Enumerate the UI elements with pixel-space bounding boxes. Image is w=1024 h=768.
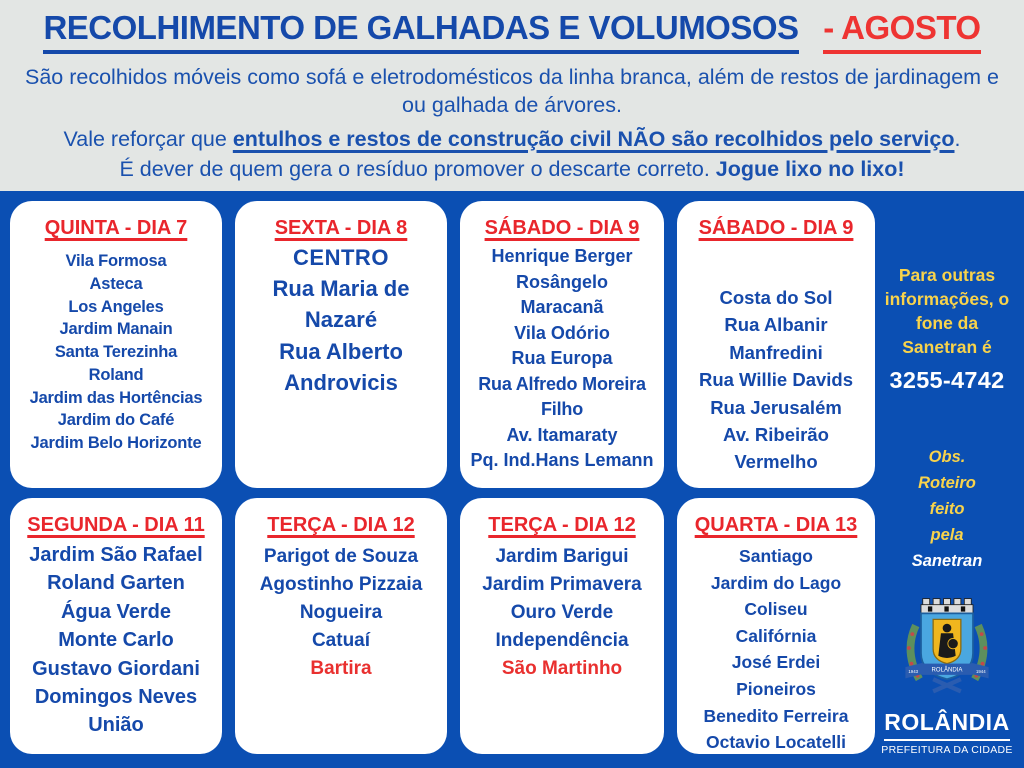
card-items-list [241,543,441,684]
neighborhood-item: Rua Europa [511,348,613,369]
intro-line-3-prefix: É dever de quem gera o resíduo promover o descarte correto. [119,157,716,182]
sidebar [875,201,1019,756]
neighborhood-item: Vila Formosa [65,252,167,270]
neighborhood-item: Jardim São Rafael [29,544,203,566]
card-day-title: SÁBADO - DIA 9 [484,217,640,239]
neighborhood-item: Coliseu [744,599,808,620]
neighborhood-item: Jardim do Lago [710,572,842,593]
neighborhood-item: Jardim das Hortências [29,388,203,407]
intro-line-3 [0,155,1024,183]
schedule-cards-grid [10,201,875,756]
poster-header [0,0,1024,191]
card-items-list [466,244,658,474]
intro-line-2-prefix: Vale reforçar que [63,126,233,151]
card-items-list [683,284,869,476]
schedule-card [10,498,222,754]
neighborhood-item: São Martinho [501,658,623,680]
sidebar-note-sanetran: Sanetran [911,551,983,570]
neighborhood-item: Los Angeles [68,297,164,316]
svg-text:ROLÂNDIA: ROLÂNDIA [931,667,963,674]
neighborhood-item: Monte Carlo [58,629,174,652]
intro-line-2 [0,125,1024,153]
neighborhood-item: Costa do Sol [719,287,833,308]
sidebar-note-line: Roteiro [918,473,976,492]
city-name: ROLÂNDIA [884,709,1009,741]
neighborhood-item: Jardim Manain [59,320,173,339]
schedule-card [10,201,222,488]
neighborhood-item: Maracanã [520,297,604,318]
page-title [0,9,1024,54]
schedule-card [460,498,664,754]
card-items-list [241,242,441,398]
card-day-title: SEGUNDA - DIA 11 [27,514,205,536]
card-items-list [466,543,658,684]
main-content [0,191,1024,756]
neighborhood-item: Bartira [310,658,372,680]
intro-line-2-emphasis: entulhos e restos de construção civil NÃO são recolhidos pelo serviço [232,126,955,151]
page-title-month: - AGOSTO [823,9,980,54]
neighborhood-item: Av. Itamaraty [506,424,618,445]
card-day-title: QUARTA - DIA 13 [694,514,858,536]
neighborhood-item: Domingos Neves [34,685,198,708]
neighborhood-item: Av. Ribeirão Vermelho [723,423,829,473]
sidebar-note-line: Obs. [928,447,966,466]
neighborhood-item: Benedito Ferreira [703,705,849,726]
sidebar-note-line: feito [929,499,965,518]
neighborhood-item: Gustavo Giordani [32,657,200,680]
card-items-list [16,250,216,455]
neighborhood-item: Parigot de Souza [263,546,419,567]
neighborhood-item: Ouro Verde [510,602,614,624]
neighborhood-item: União [88,714,144,737]
neighborhood-item: Independência [495,630,629,652]
city-subtitle: PREFEITURA DA CIDADE [881,743,1013,756]
intro-line-1: São recolhidos móveis como sofá e eletrodomésticos da linha branca, além de restos de jardinagem e ou galhada de árvores. [25,64,999,118]
neighborhood-item: Pioneiros [736,678,816,699]
neighborhood-item: Rua Willie Davids [698,369,854,391]
neighborhood-item: Jardim Barigui [495,546,629,567]
svg-text:1943: 1943 [908,669,919,675]
neighborhood-item: Jardim Belo Horizonte [30,434,202,453]
neighborhood-item: Califórnia [735,625,817,646]
neighborhood-item: José Erdei [731,652,821,673]
intro-line-3-emphasis: Jogue lixo no lixo! [715,157,905,182]
schedule-card [677,498,875,754]
card-day-title: QUINTA - DIA 7 [44,217,188,239]
intro-line-2-suffix: . [954,126,961,151]
sidebar-info-text: Para outras informações, o fone da Sanetran é [884,265,1010,358]
neighborhood-item: Henrique Berger [491,246,633,266]
schedule-card [677,201,875,488]
sidebar-note [879,444,1015,548]
rolandia-coat-of-arms-icon [879,596,1015,705]
neighborhood-item: Rua Alberto Androvicis [279,338,403,395]
card-day-title: SEXTA - DIA 8 [274,217,408,239]
neighborhood-item: Pq. Ind.Hans Lemann [470,450,654,471]
card-items-list [16,541,216,740]
neighborhood-item: Água Verde [60,600,172,623]
neighborhood-item: Jardim Primavera [482,574,642,596]
neighborhood-item: Rua Albanir Manfredini [724,314,828,363]
neighborhood-item: Rosângelo [515,271,608,292]
card-items-list [683,543,869,756]
neighborhood-item: Santa Terezinha [54,343,178,362]
neighborhood-item: Vila Odório [514,322,610,343]
neighborhood-item: Asteca [89,274,143,293]
card-day-title: TERÇA - DIA 12 [488,514,636,536]
sanetran-phone-number: 3255-4742 [889,366,1005,393]
neighborhood-item: Agostinho Pizzaia [259,574,423,596]
schedule-card [235,498,447,754]
neighborhood-item: Nogueira [299,602,383,624]
neighborhood-item: Octavio Locatelli [705,732,847,753]
schedule-card [460,201,664,488]
neighborhood-item: Rua Alfredo Moreira Filho [478,373,646,420]
schedule-card [235,201,447,488]
neighborhood-item: Santiago [739,546,813,566]
sidebar-note-line: pela [930,525,964,544]
card-day-title: TERÇA - DIA 12 [267,514,415,536]
neighborhood-item: Jardim do Café [57,411,175,430]
svg-text:1944: 1944 [975,669,986,675]
card-day-title: SÁBADO - DIA 9 [698,217,854,239]
neighborhood-item: Catuaí [311,630,371,652]
neighborhood-item: Rua Jerusalém [710,396,842,418]
page-title-text: RECOLHIMENTO DE GALHADAS E VOLUMOSOS [43,9,798,54]
neighborhood-item: CENTRO [293,245,389,270]
neighborhood-item: Roland [88,365,144,384]
neighborhood-item: Roland Garten [47,572,185,595]
neighborhood-item: Rua Maria de Nazaré [272,276,410,333]
